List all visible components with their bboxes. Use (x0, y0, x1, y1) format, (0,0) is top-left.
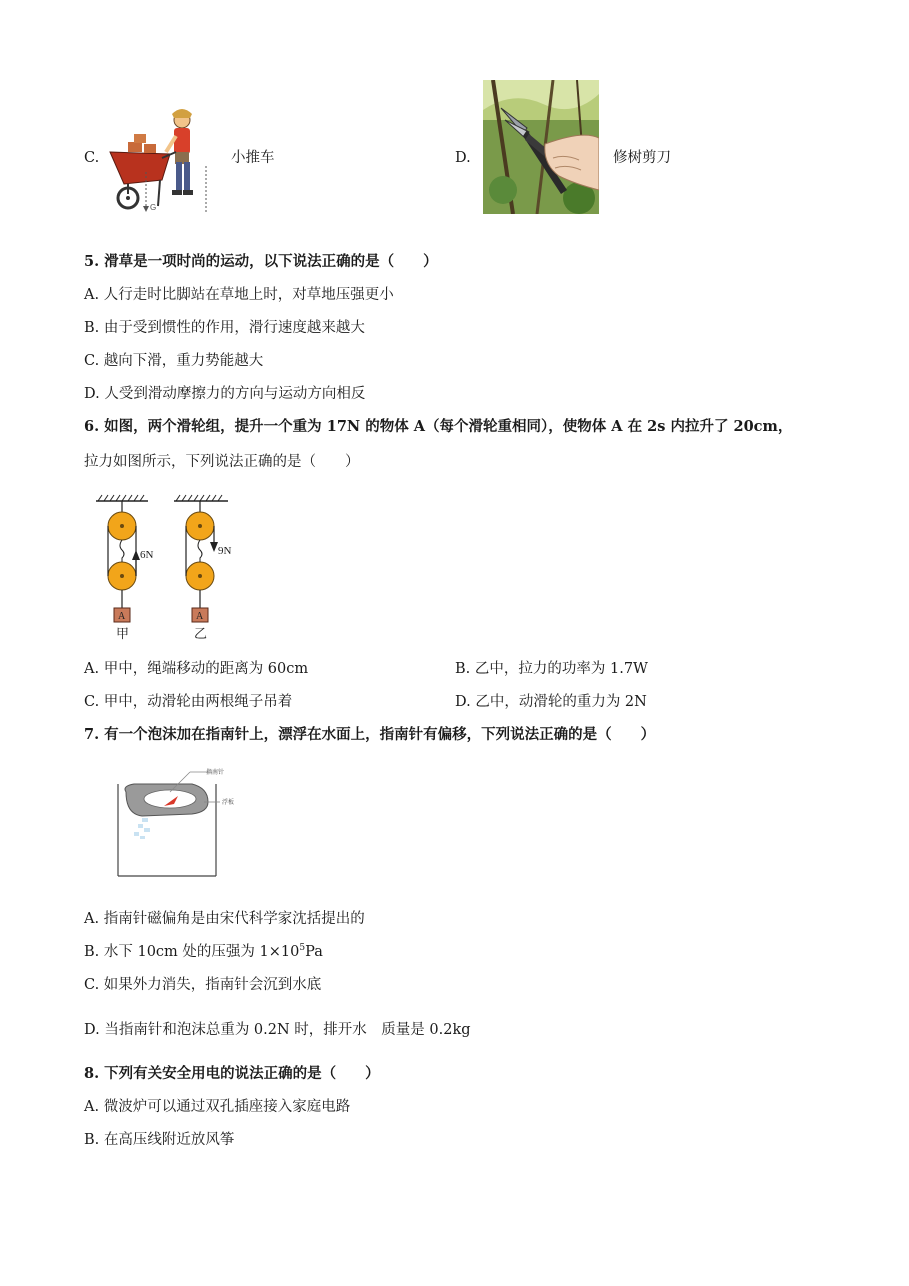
pruning-shears-photo (483, 80, 599, 214)
yi-force-label: 9N (218, 545, 232, 557)
q8-option-b: B. 在高压线附近放风筝 (84, 1132, 235, 1148)
q7-option-b-post: Pa (305, 944, 323, 960)
q7-option-b-exponent: 5 (299, 943, 306, 953)
wheelbarrow-figure (100, 106, 222, 218)
pulley-figure (92, 492, 252, 644)
q6-stem-line2: 拉力如图所示，下列说法正确的是（ ） (84, 454, 360, 470)
jia-force-label: 6N (140, 549, 154, 561)
q4-option-d-text: 修树剪刀 (613, 150, 671, 166)
q8-option-a: A. 微波炉可以通过双孔插座接入家庭电路 (84, 1099, 351, 1115)
q5-option-a: A. 人行走时比脚站在草地上时，对草地压强更小 (84, 287, 394, 303)
q7-option-a: A. 指南针磁偏角是由宋代科学家沈括提出的 (84, 911, 365, 927)
q8-stem: 8. 下列有关安全用电的说法正确的是（ ） (84, 1065, 380, 1082)
q6-option-c: C. 甲中，动滑轮由两根绳子吊着 (84, 694, 293, 710)
yi-label: 乙 (194, 627, 208, 642)
jia-label: 甲 (116, 627, 130, 642)
q5-option-c: C. 越向下滑，重力势能越大 (84, 353, 264, 369)
compass-float-figure (112, 762, 252, 882)
q5-option-d: D. 人受到滑动摩擦力的方向与运动方向相反 (84, 386, 366, 402)
q5-option-b: B. 由于受到惯性的作用，滑行速度越来越大 (84, 320, 365, 336)
yi-block-label: A (196, 611, 204, 622)
q7-stem: 7. 有一个泡沫加在指南针上，漂浮在水面上，指南针有偏移，下列说法正确的是（ ） (84, 726, 656, 743)
q5-stem: 5. 滑草是一项时尚的运动，以下说法正确的是（ ） (84, 253, 438, 270)
q4-option-c-letter: C. (84, 150, 100, 166)
q4-option-d-letter: D. (455, 150, 471, 166)
q7-option-c: C. 如果外力消失，指南针会沉到水底 (84, 977, 322, 993)
q7-option-b (84, 942, 323, 962)
q6-stem-line1: 6. 如图，两个滑轮组，提升一个重为 17N 的物体 A（每个滑轮重相同），使物体 A 在 2s 内拉升了 20cm， (84, 418, 793, 435)
foam-label: 浮板 (222, 799, 235, 806)
jia-block-label: A (118, 611, 126, 622)
q6-option-b: B. 乙中，拉力的功率为 1.7W (455, 661, 648, 677)
q7-option-b-pre: B. 水下 10cm 处的压强为 1×10 (84, 944, 300, 960)
q7-option-d: D. 当指南针和泡沫总重为 0.2N 时，排开水 质量是 0.2kg (84, 1022, 471, 1038)
q6-option-d: D. 乙中，动滑轮的重力为 2N (455, 694, 647, 710)
needle-label: 指南针 (206, 769, 225, 776)
q6-option-a: A. 甲中，绳端移动的距离为 60cm (84, 661, 309, 677)
q4-option-c-text: 小推车 (231, 150, 275, 166)
gravity-label: G (150, 203, 157, 212)
